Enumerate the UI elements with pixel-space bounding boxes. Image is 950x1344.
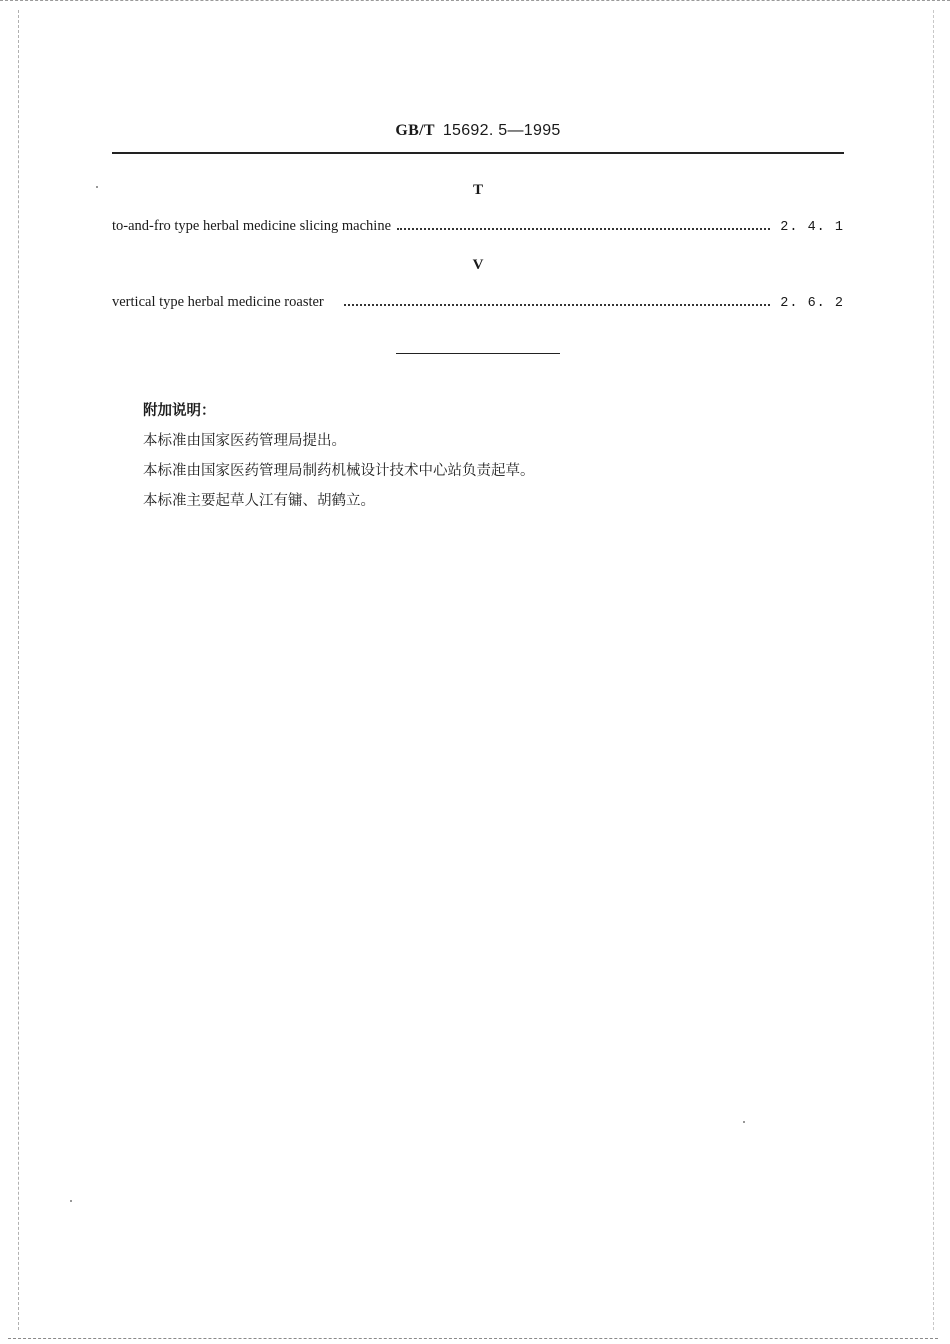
- index-letter-heading: T: [472, 182, 483, 198]
- notes-line: 本标准由国家医药管理局制药机械设计技术中心站负责起草。: [143, 463, 535, 479]
- page-edge-bottom: [8, 1338, 938, 1339]
- scan-speck: [96, 186, 98, 188]
- standard-number: 15692. 5—1995: [442, 122, 561, 139]
- index-term: to-and-fro type herbal medicine slicing machine: [112, 218, 392, 234]
- index-entry: [112, 218, 844, 238]
- index-clause-ref: 2. 6. 2: [780, 296, 844, 311]
- scan-speck: [70, 1200, 72, 1202]
- page-edge-top: [0, 0, 950, 1]
- document-header: [112, 122, 844, 154]
- dot-leader: [344, 304, 771, 306]
- scan-speck: [743, 1121, 745, 1123]
- notes-title: 附加说明：: [143, 403, 216, 419]
- page-edge-left: [18, 10, 19, 1330]
- dot-leader: [397, 228, 770, 230]
- standard-code: [395, 122, 560, 140]
- standard-prefix: GB/T: [395, 122, 435, 139]
- page-edge-right: [933, 10, 934, 1330]
- index-term: vertical type herbal medicine roaster: [112, 294, 324, 310]
- end-rule: [396, 353, 560, 354]
- index-letter-heading: V: [472, 257, 484, 273]
- additional-notes: [143, 396, 823, 516]
- notes-line: 本标准主要起草人江有镛、胡鹤立。: [143, 493, 375, 509]
- index-clause-ref: 2. 4. 1: [780, 220, 844, 235]
- notes-line: 本标准由国家医药管理局提出。: [143, 433, 346, 449]
- index-entry: [112, 294, 844, 314]
